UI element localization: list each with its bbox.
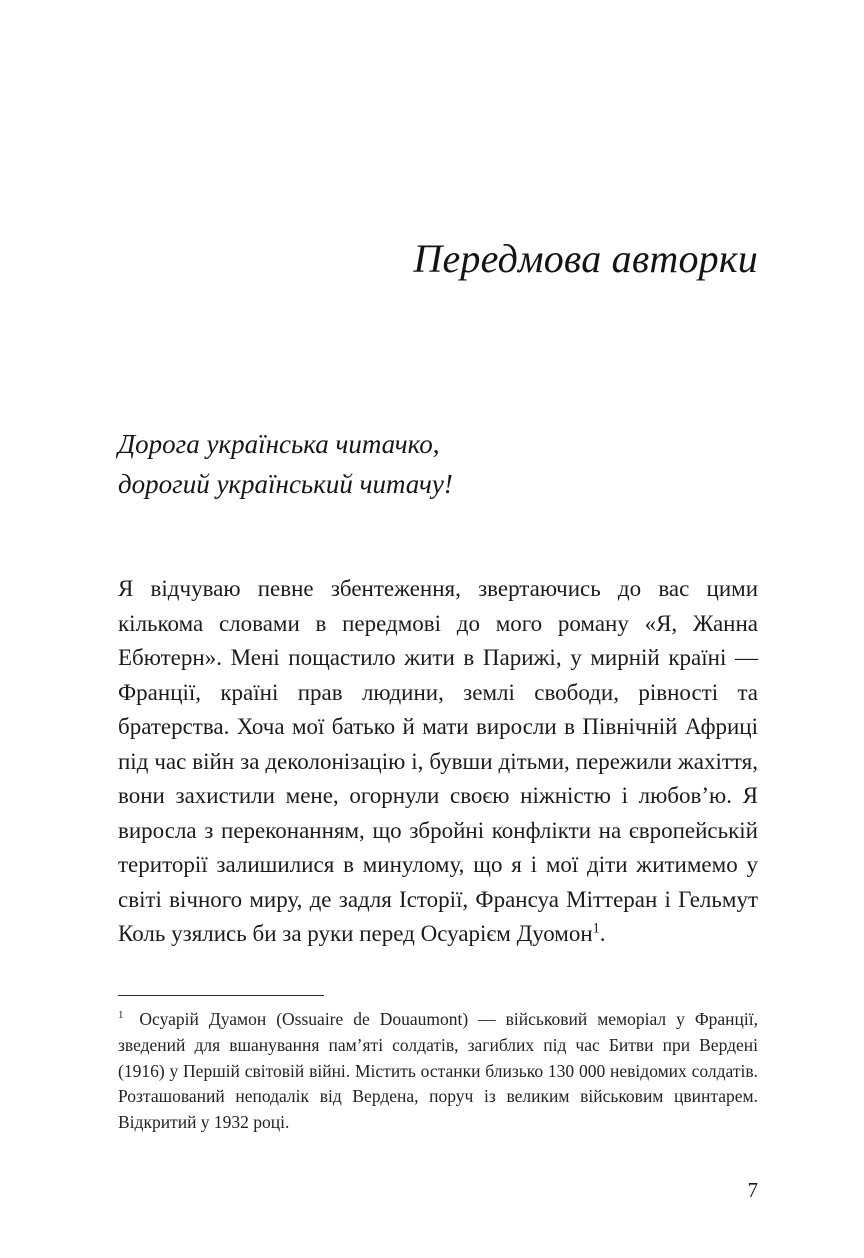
salutation: [118, 424, 758, 504]
body-paragraph-end: .: [599, 921, 606, 946]
body-paragraph-text: Я відчуваю певне збентеження, звертаючись до вас цими кількома словами в передмові до мого роману «Я, Жанна Ебютерн». Мені пощастило жити в Парижі, у мирній країні — Франції, країні прав людини, землі свободи, рівності та братерства. Хоча мої батько й мати виросли в Північній Африці під час війн за деколонізацію і, бувши дітьми, пережили жахіття, вони захистили мене, огорнули своєю ніжністю і любов’ю. Я виросла з переконанням, що збройні конфлікти на європейській території залишилися в минулому, що я і мої діти житимемо у світі вічного миру, де задля Історії, Франсуа Міттеран і Гельмут Коль узялись би за руки перед Осуарієм Дуомон: [118, 576, 758, 946]
footnote-marker: 1: [118, 1009, 124, 1022]
page-number: 7: [747, 1178, 758, 1202]
footnote-reference: 1: [592, 920, 600, 937]
footnote-divider: [118, 995, 324, 996]
footnote: [118, 1007, 758, 1136]
salutation-line-2: дорогий український читачу!: [118, 469, 453, 499]
footnote-text: Осуарій Дуамон (Ossuaire de Douaumont) — військовий меморіал у Франції, зведений для вшанування пам’яті солдатів, загиблих під час Битви при Вердені (1916) у Першій світовій війні. Містить останки близько 130 000 невідомих солдатів. Розташований неподалік від Вердена, поруч із великим військовим цвинтарем. Відкритий у 1932 році.: [118, 1009, 758, 1133]
body-paragraph: [118, 572, 758, 952]
salutation-line-1: Дорога українська читачко,: [118, 429, 440, 459]
chapter-title: Передмова авторки: [413, 236, 758, 281]
